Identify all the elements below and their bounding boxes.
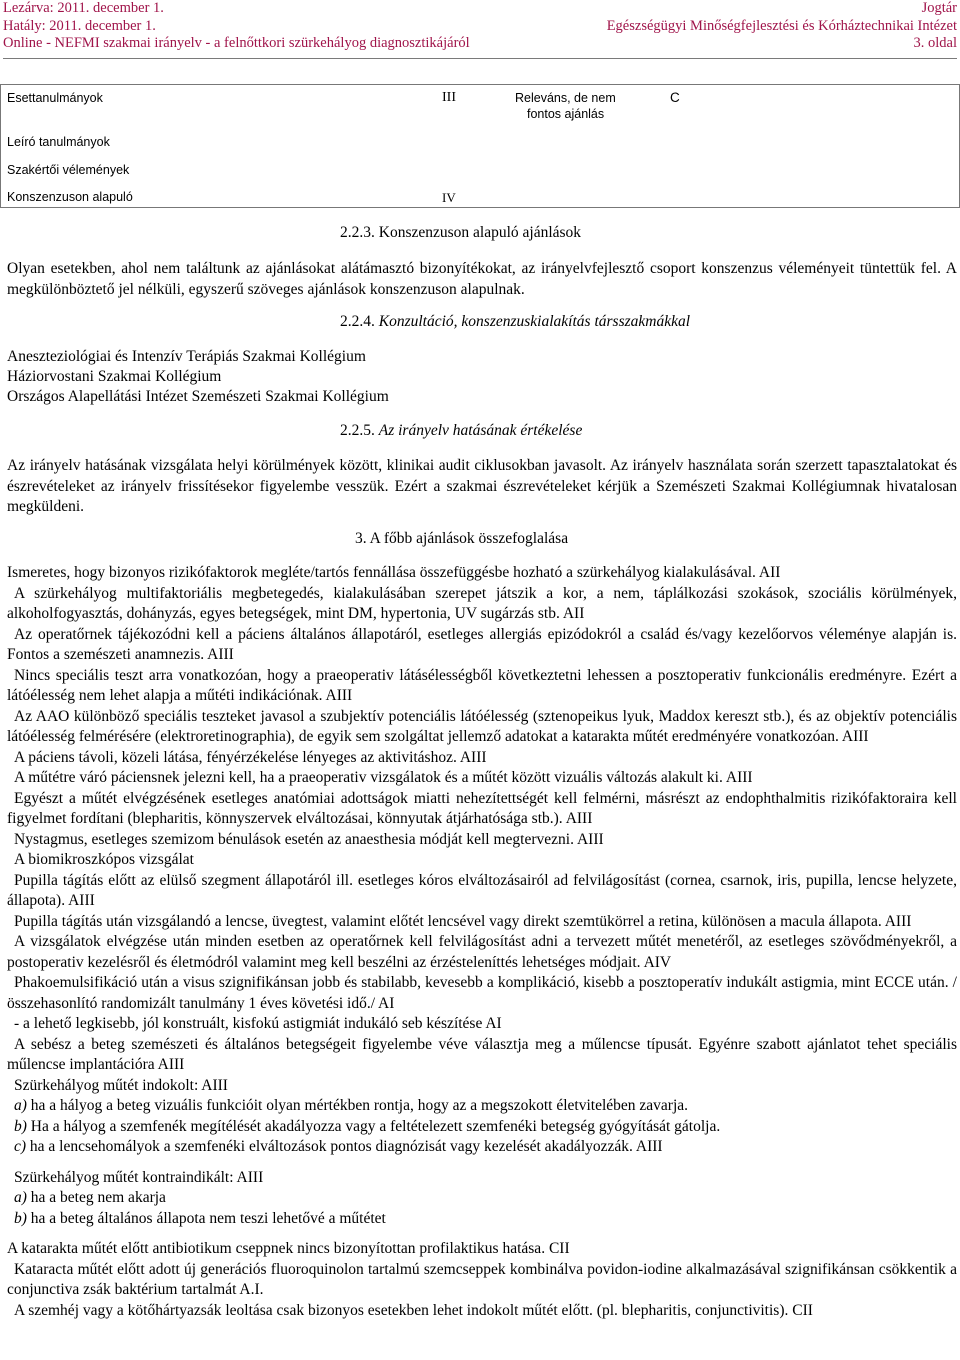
header-divider [3,58,957,59]
item-text: ha a hályog a beteg vizuális funkcióit olyan mértékben rontja, hogy az a megszokott életvitelében zavarja. [26,1097,689,1114]
table-cell-type: Leíró tanulmányok [7,135,110,149]
section-text-2-2-3: Olyan esetekben, ahol nem találtunk az ajánlásokat alátámasztó bizonyítékokat, az irányelvfejlesztő csoport konszenzus véleményeit tüntettük fel. A megkülönböztető jel nélküli, egyszerű szöveges ajánlások konszenzuson alapulnak. [7,260,957,298]
section-heading-3: 3. A főbb ajánlások összefoglalása [355,530,569,547]
header-closed-date: Lezárva: 2011. december 1. [3,0,164,16]
evidence-table [0,84,960,208]
indication-item [7,1117,957,1138]
indication-item [7,1137,957,1158]
indication-item [7,1096,957,1117]
header-source: Jogtár [921,0,957,16]
table-cell-level: IV [442,190,456,205]
item-label: b) [14,1209,27,1227]
item-text: ha a beteg nem akarja [26,1189,166,1206]
section-title: Az irányelv hatásának értékelése [378,422,583,439]
table-cell-type: Esettanulmányok [7,91,103,105]
recommendation-item: Az operatőrnek tájékozódni kell a páciens általános állapotáról, esetleges allergiás epizódokról a család és/vagy kezelőorvos véleménye alapján is. Fontos a szemészeti anamnezis. AIII [7,625,957,663]
section-title: Konzultáció, konszenzuskialakítás társszakmákkal [378,313,691,330]
indication-title: Szürkehályog műtét indokolt: AIII [14,1076,228,1094]
section-heading-2-2-4 [340,313,690,331]
item-label: a) [14,1097,27,1114]
recommendation-item: Kataracta műtét előtt adott új generációs fluoroquinolon tartalmú szemcseppek kombinálva povidon-iodine alkalmazásával szignifikánsan csökkentik a conjunctiva zsák baktérium tartalmát A.I. [7,1260,957,1298]
recommendation-item: A vizsgálatok elvégzése után minden esetben az operatőrnek kell felvilágosítást adni a tervezett műtét menetéről, az esetleges szövődményekről, a postoperativ kezelésről és életmódról valamint meg kell beszélni az érzésteleníttés lehetséges módjait. AIV [7,933,957,971]
table-border-left [0,84,1,208]
section-number: 2.2.4. [340,313,375,330]
recommendation-item: - a lehető legkisebb, jól konstruált, kisfokú astigmiát indukáló seb készítése AI [14,1015,502,1032]
recommendation-item: Nincs speciális teszt arra vonatkozóan, hogy a praeoperativ látásélességből következtetni lehessen a posztoperativ funkcionális eredményre. Ezért a látóélesség nem lehet alapja a műtéti indikációnak. AIII [7,666,957,704]
spacer [7,1158,957,1168]
table-cell-type: Konszenzuson alapuló [7,190,133,204]
section-heading-2-2-5 [340,422,582,440]
recommendation-item: A páciens távoli, közeli látása, fényérzékelése lényeges az aktivitáshoz. AIII [14,748,487,766]
item-label: a) [14,1189,27,1206]
page-header [3,0,957,53]
spacer [7,1229,957,1239]
table-cell-desc-line1: Releváns, de nem [515,91,616,105]
recommendation-item: A biomikroszkópos vizsgálat [14,851,194,868]
recommendation-item: Egyészt a műtét elvégzésének esetleges anatómiai adottságok miatti nehezítettségét kell felmérni, másrészt az endophthalmitis rizikófaktoraira kell figyelmet fordítani (blepharitis, könnyszervek elváltozásai, könnyutak átjárhatósága stb.). AIII [7,789,957,827]
recommendation-item: A szürkehályog multifaktoriális megbetegedés, kialakulásában szerepet játszik a kor, a nem, táplálkozási szokások, szociális körülmények, alkoholfogyasztás, dohányzás, egyes betegségek, mint DM, hypertonia, UV sugárzás stb. AII [7,584,957,622]
consultation-list [7,347,957,407]
recommendation-item: Pupilla tágítás után vizsgálandó a lencse, üvegtest, valamint előtét lencsével vagy direkt szemtükörrel a retina, különösen a macula állapota. AIII [14,912,912,930]
section-text-2-2-5: Az irányelv hatásának vizsgálata helyi körülmények között, klinikai audit ciklusokban javasolt. Az irányelv használata során szerzett tapasztalatokat és észrevételeket az irányelv frissítésekor figyelembe vesszük. Ezért a szakmai észrevételeket kérjük a Szemészeti Szakmai Kollégiumnak hivatalosan megküldeni. [7,457,957,515]
recommendation-item: A szemhéj vagy a kötőhártyazsák leoltása csak bizonyos esetekben lehet indokolt műtét előtt. (pl. blepharitis, conjunctivitis). CII [14,1301,813,1319]
table-cell-desc-line2: fontos ajánlás [527,107,605,121]
item-label: c) [14,1138,27,1155]
item-label: b) [14,1117,27,1135]
contraindication-item [7,1209,957,1230]
consultation-item: Aneszteziológiai és Intenzív Terápiás Szakmai Kollégium [7,348,366,365]
table-cell-level: III [442,90,456,105]
table-border-top [0,84,960,85]
recommendation-item: Pupilla tágítás előtt az elülső szegment állapotáról ill. esetleges kóros elváltozásairól ad felvilágosítást (cornea, csarnok, iris, pupilla, lencse helyzete, állapota). AIII [7,871,957,909]
contraindication-item [7,1188,957,1209]
header-effective-date: Hatály: 2011. december 1. [3,17,156,34]
recommendation-item: A katarakta műtét előtt antibiotikum cseppnek nincs bizonyítottan profilaktikus hatása. CII [7,1240,570,1257]
table-cell-type: Szakértői vélemények [7,163,130,177]
item-text: Ha a hályog a szemfenék megítélését akadályozza vagy a feltételezett szemfenéki betegség gyógyítását gátolja. [26,1117,721,1135]
item-text: ha a beteg általános állapota nem teszi lehetővé a műtétet [26,1209,386,1227]
contraindication-title: Szürkehályog műtét kontraindikált: AIII [14,1168,264,1186]
header-document-title: Online - NEFMI szakmai irányelv - a felnőttkori szürkehályog diagnosztikájáról [3,35,470,51]
recommendation-item: Az AAO különböző speciális teszteket javasol a szubjektív potenciális látóélesség (sztenopeikus lyuk, Maddox kereszt stb.), és az objektív potenciális látóélesség felmérésére (elektroretinographia), de egyik sem szolgáltat jellemző adatokat a katarakta műtét eredményére vonatkozóan. AIII [7,707,957,745]
table-cell-grade: C [670,90,680,105]
recommendation-item: A műtétre váró páciensnek jelezni kell, ha a praeoperativ vizsgálatok és a műtét között vizuális változás alakult ki. AIII [14,769,753,786]
recommendation-item: Phakoemulsifikáció után a visus szignifikánsan jobb és stabilabb, kevesebb a komplikáció, kisebb a posztoperatív indukált astigmia, mint ECCE után. /összehasonlító randomizált tanulmány 1 éves követési idő./ AI [7,974,957,1012]
recommendation-item: A sebész a beteg szemészeti és általános betegségeit figyelembe véve választja meg a műlencse típusát. Egyénre szabott ajánlatot tehet speciális műlencse implantációra AIII [7,1035,957,1073]
consultation-item: Háziorvostani Szakmai Kollégium [7,368,222,385]
recommendation-item: Ismeretes, hogy bizonyos rizikófaktorok megléte/tartós fennállása összefüggésbe hozható a szürkehályog kialakulásával. AII [7,564,781,581]
table-border-bottom [0,207,960,208]
recommendations-list [7,563,957,1321]
item-text: ha a lencsehomályok a szemfenéki elváltozások pontos diagnózisát vagy kezelését akadályozzák. AIII [26,1138,663,1155]
section-heading-2-2-3: 2.2.3. Konszenzuson alapuló ajánlások [340,224,582,241]
header-institute: Egészségügyi Minőségfejlesztési és Kórháztechnikai Intézet [606,17,957,34]
recommendation-item: Nystagmus, esetleges szemizom bénulások esetén az anaesthesia módját kell megtervezni. AIII [14,830,604,848]
section-number: 2.2.5. [340,422,375,439]
consultation-item: Országos Alapellátási Intézet Szemészeti Szakmai Kollégium [7,388,389,405]
header-page-number: 3. oldal [913,35,957,51]
